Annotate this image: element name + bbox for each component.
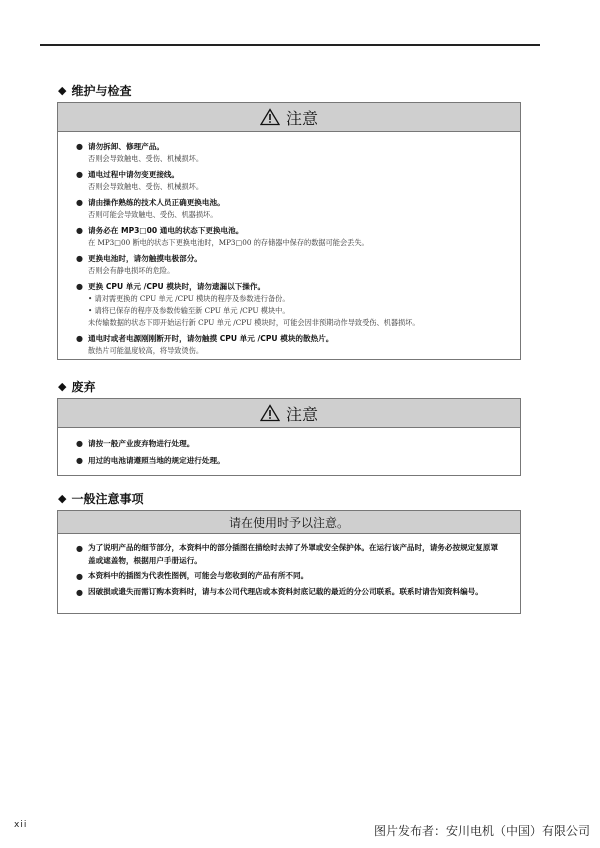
warning-triangle-icon — [260, 108, 280, 126]
item-detail: 在 MP3□00 断电的状态下更换电池时，MP3□00 的存储器中保存的数据可能会丢失。 — [88, 238, 369, 247]
list-item — [76, 140, 510, 165]
notice-body — [58, 534, 520, 607]
bullet-icon: ● — [76, 254, 83, 263]
caution-box-maintenance — [57, 102, 521, 360]
notice-box-general — [57, 510, 521, 614]
item-title: 用过的电池请遵照当地的规定进行处理。 — [88, 456, 225, 465]
diamond-icon: ◆ — [58, 84, 67, 97]
caution-title: 注意 — [285, 108, 318, 128]
list-item — [76, 280, 510, 329]
caution-body — [58, 428, 520, 476]
caution-title: 注意 — [285, 404, 318, 424]
list-item — [76, 168, 510, 193]
bullet-icon: ● — [76, 142, 83, 151]
item-title: 更换 CPU 单元 /CPU 模块时，请勿遗漏以下操作。 — [88, 282, 266, 291]
page-number: xii — [14, 820, 28, 830]
section-heading-text: 一般注意事项 — [71, 492, 144, 506]
bullet-icon: ● — [76, 282, 83, 291]
notice-header — [58, 511, 520, 534]
item-title: 请由操作熟练的技术人员正确更换电池。 — [88, 198, 225, 207]
warning-triangle-icon — [260, 404, 280, 422]
list-item — [76, 437, 510, 450]
item-title: 更换电池时，请勿触摸电极部分。 — [88, 254, 202, 263]
item-detail: 未传输数据的状态下即开始运行新 CPU 单元 /CPU 模块时，可能会因非预期动作导致受伤、机器损坏。 — [88, 318, 420, 327]
caution-box-disposal — [57, 398, 521, 476]
bullet-icon: ● — [76, 456, 83, 465]
caution-header — [58, 399, 520, 428]
section-heading-text: 废弃 — [71, 380, 96, 394]
item-title: 因破损或遗失而需订购本资料时，请与本公司代理店或本资料封底记载的最近的分公司联系。联系时请告知资料编号。 — [88, 586, 483, 596]
diamond-icon: ◆ — [58, 380, 67, 393]
bullet-icon: ● — [76, 198, 83, 207]
list-item — [76, 224, 510, 249]
section-heading-text: 维护与检查 — [71, 84, 132, 98]
image-credit: 图片发布者：安川电机（中国）有限公司 — [373, 824, 590, 838]
notice-title: 请在使用时予以注意。 — [228, 515, 349, 530]
top-rule — [40, 44, 540, 46]
bullet-icon: ● — [76, 544, 83, 553]
item-detail: • 请对需更换的 CPU 单元 /CPU 模块的程序及参数进行备份。 — [88, 294, 290, 303]
item-title: 请按一般产业废弃物进行处理。 — [88, 439, 195, 448]
bullet-icon: ● — [76, 572, 83, 581]
list-item — [76, 570, 500, 583]
item-title: 通电时或者电源刚刚断开时，请勿触摸 CPU 单元 /CPU 模块的散热片。 — [88, 334, 334, 343]
list-item — [76, 586, 500, 599]
item-title: 请务必在 MP3□00 通电的状态下更换电池。 — [88, 226, 244, 235]
section-heading-maintenance — [58, 82, 131, 99]
bullet-icon: ● — [76, 334, 83, 343]
bullet-icon: ● — [76, 170, 83, 179]
item-detail: 否则会导致触电、受伤、机械损坏。 — [88, 154, 204, 163]
item-detail: 散热片可能温度较高，将导致烫伤。 — [88, 346, 204, 355]
bullet-icon: ● — [76, 439, 83, 448]
item-detail: • 请将已保存的程序及参数传输至新 CPU 单元 /CPU 模块中。 — [88, 306, 290, 315]
caution-header — [58, 103, 520, 132]
list-item — [76, 454, 510, 467]
item-title: 为了说明产品的细节部分，本资料中的部分插图在描绘时去掉了外罩或安全保护体。在运行该产品时，请务必按规定复原罩盖或遮盖物，根据用户手册运行。 — [88, 543, 499, 565]
caution-body — [58, 132, 520, 366]
bullet-icon: ● — [76, 226, 83, 235]
list-item — [76, 196, 510, 221]
bullet-icon: ● — [76, 587, 83, 597]
list-item — [76, 332, 510, 357]
section-heading-general — [58, 490, 143, 507]
item-title: 本资料中的插图为代表性图例，可能会与您收到的产品有所不同。 — [88, 571, 309, 580]
item-title: 通电过程中请勿变更接线。 — [88, 170, 180, 179]
item-detail: 否则可能会导致触电、受伤、机器损坏。 — [88, 210, 218, 219]
section-heading-disposal — [58, 378, 95, 395]
diamond-icon: ◆ — [58, 492, 67, 505]
item-title: 请勿拆卸、修理产品。 — [88, 142, 164, 151]
item-detail: 否则会导致触电、受伤、机械损坏。 — [88, 182, 204, 191]
list-item — [76, 542, 500, 567]
list-item — [76, 252, 510, 277]
item-detail: 否则会有静电损坏的危险。 — [88, 266, 175, 275]
